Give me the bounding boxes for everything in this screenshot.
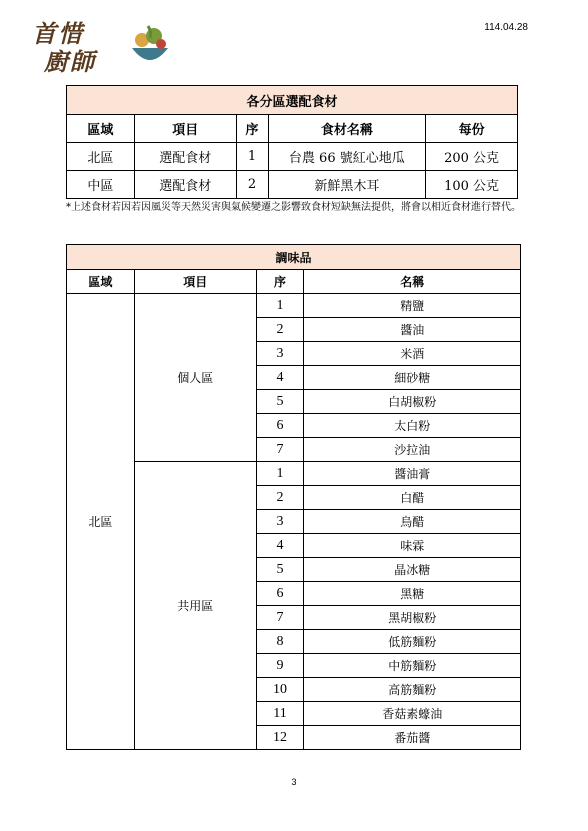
name-cell: 黑糖: [304, 582, 521, 606]
name-cell: 精鹽: [304, 294, 521, 318]
table-cell: 台農 66 號紅心地瓜: [268, 143, 426, 171]
group-cell: 個人區: [134, 294, 256, 462]
sequence-cell: 4: [256, 366, 304, 390]
column-header: 項目: [134, 270, 256, 294]
sequence-cell: 7: [256, 438, 304, 462]
name-cell: 白醋: [304, 486, 521, 510]
bowl-icon: [128, 22, 172, 70]
table-row: [67, 143, 518, 171]
name-cell: 細砂糖: [304, 366, 521, 390]
name-cell: 烏醋: [304, 510, 521, 534]
table-cell: 新鮮黑木耳: [268, 171, 426, 199]
column-header: 每份: [426, 115, 518, 143]
table-cell: 選配食材: [134, 171, 236, 199]
group-cell: 共用區: [134, 462, 256, 750]
sequence-cell: 5: [256, 558, 304, 582]
page-number: 3: [291, 777, 297, 787]
document-date: 114.04.28: [484, 22, 528, 33]
name-cell: 黑胡椒粉: [304, 606, 521, 630]
sequence-cell: 10: [256, 678, 304, 702]
sequence-cell: 3: [256, 510, 304, 534]
logo-text-line2: 廚師: [44, 47, 96, 76]
sequence-cell: 5: [256, 390, 304, 414]
name-cell: 白胡椒粉: [304, 390, 521, 414]
column-header: 區域: [67, 270, 135, 294]
sequence-cell: 11: [256, 702, 304, 726]
table-cell: 1: [236, 143, 268, 171]
name-cell: 中筋麵粉: [304, 654, 521, 678]
footnote: *上述食材若因若因風災等天然災害與氣候變遷之影響致食材短缺無法提供，將會以相近食材進行替代。: [66, 202, 521, 213]
name-cell: 香菇素蠔油: [304, 702, 521, 726]
logo: [32, 12, 172, 74]
column-header: 項目: [134, 115, 236, 143]
sequence-cell: 8: [256, 630, 304, 654]
name-cell: 太白粉: [304, 414, 521, 438]
sequence-cell: 2: [256, 318, 304, 342]
sequence-cell: 3: [256, 342, 304, 366]
logo-text-line1: 首惜: [32, 19, 84, 48]
name-cell: 高筋麵粉: [304, 678, 521, 702]
table-row: [67, 171, 518, 199]
table-cell: 北區: [67, 143, 135, 171]
sequence-cell: 1: [256, 294, 304, 318]
table-title: 各分區選配食材: [67, 86, 518, 115]
sequence-cell: 2: [256, 486, 304, 510]
name-cell: 沙拉油: [304, 438, 521, 462]
column-header: 名稱: [304, 270, 521, 294]
table-cell: 100 公克: [426, 171, 518, 199]
name-cell: 米酒: [304, 342, 521, 366]
sequence-cell: 12: [256, 726, 304, 750]
name-cell: 醬油膏: [304, 462, 521, 486]
seasoning-table: [66, 244, 521, 750]
name-cell: 醬油: [304, 318, 521, 342]
name-cell: 番茄醬: [304, 726, 521, 750]
sequence-cell: 1: [256, 462, 304, 486]
name-cell: 低筋麵粉: [304, 630, 521, 654]
table-cell: 2: [236, 171, 268, 199]
column-header: 序: [256, 270, 304, 294]
name-cell: 味霖: [304, 534, 521, 558]
table-title: 調味品: [67, 245, 521, 270]
selected-ingredients-table: [66, 85, 518, 199]
region-cell: 北區: [67, 294, 135, 750]
column-header: 區域: [67, 115, 135, 143]
table-cell: 選配食材: [134, 143, 236, 171]
table-cell: 200 公克: [426, 143, 518, 171]
column-header: 食材名稱: [268, 115, 426, 143]
table-cell: 中區: [67, 171, 135, 199]
sequence-cell: 6: [256, 414, 304, 438]
sequence-cell: 7: [256, 606, 304, 630]
sequence-cell: 4: [256, 534, 304, 558]
table-row: [67, 462, 521, 486]
name-cell: 晶冰糖: [304, 558, 521, 582]
table-row: [67, 294, 521, 318]
sequence-cell: 9: [256, 654, 304, 678]
column-header: 序: [236, 115, 268, 143]
sequence-cell: 6: [256, 582, 304, 606]
